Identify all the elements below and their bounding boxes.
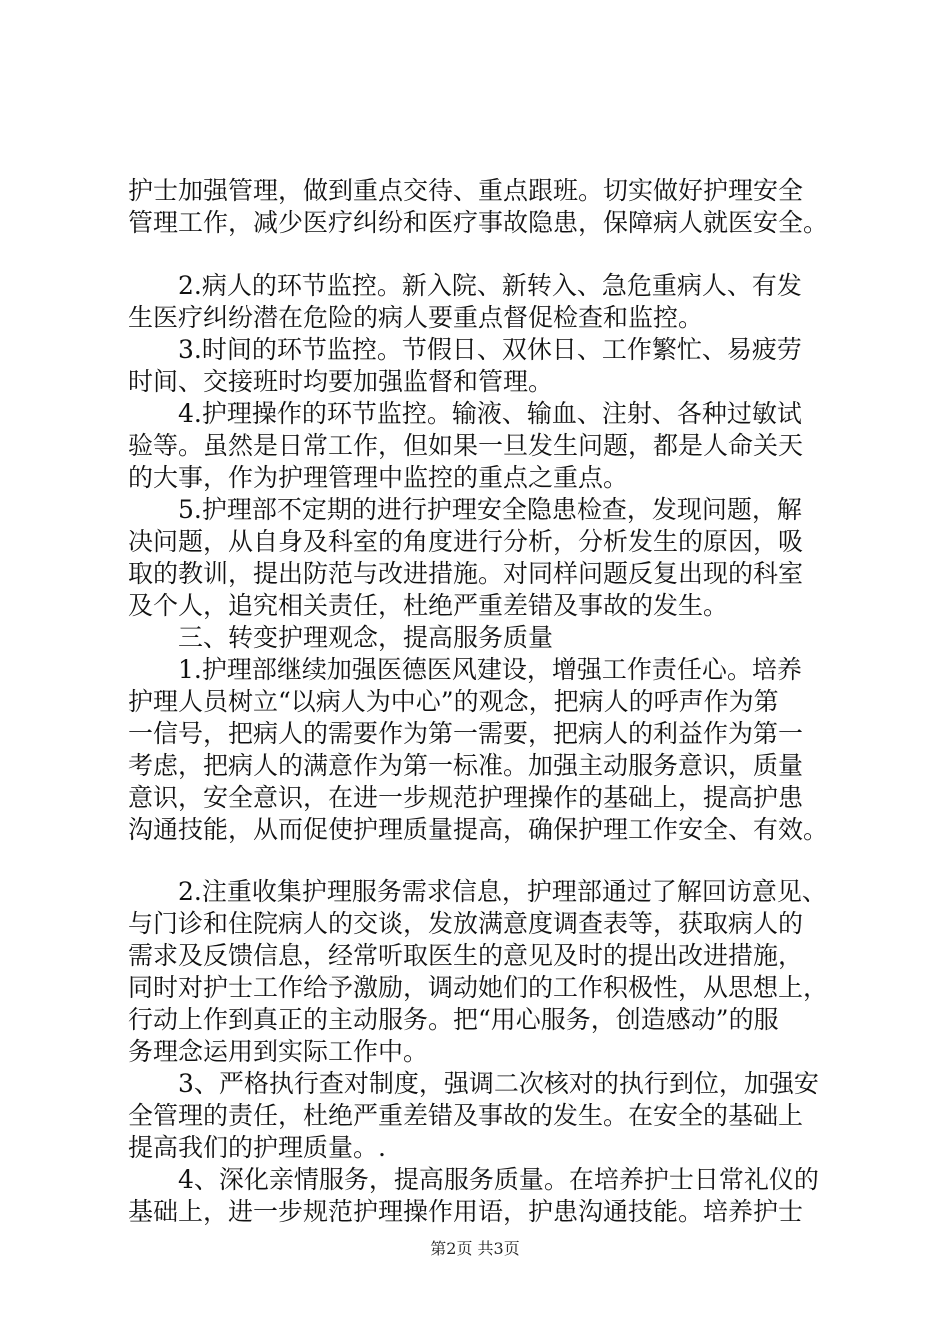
text-line: 沟通技能，从而促使护理质量提高，确保护理工作安全、有效。 (128, 815, 829, 844)
text-line: 4、深化亲情服务，提高服务质量。在培养护士日常礼仪的 (128, 1165, 819, 1194)
text-line: 考虑，把病人的满意作为第一标准。加强主动服务意识，质量 (128, 751, 804, 780)
text-line: 决问题，从自身及科室的角度进行分析，分析发生的原因，吸 (128, 527, 804, 556)
text-line: 3、严格执行查对制度，强调二次核对的执行到位，加强安 (128, 1069, 819, 1098)
text-line: 取的教训，提出防范与改进措施。对同样问题反复出现的科室 (128, 559, 804, 588)
text-line: 一信号，把病人的需要作为第一需要，把病人的利益作为第一 (128, 719, 804, 748)
text-line: 护理人员树立“以病人为中心”的观念，把病人的呼声作为第 (128, 687, 779, 716)
text-line: 验等。虽然是日常工作，但如果一旦发生问题，都是人命关天 (128, 431, 804, 460)
text-line: 及个人，追究相关责任，杜绝严重差错及事故的发生。 (128, 591, 729, 620)
page-footer: 第2页 共3页 (430, 1239, 520, 1258)
text-line: 务理念运用到实际工作中。 (128, 1037, 429, 1066)
text-line: 2.注重收集护理服务需求信息，护理部通过了解回访意见、 (128, 877, 827, 906)
text-line: 提高我们的护理质量。. (128, 1133, 386, 1162)
text-line: 时间、交接班时均要加强监督和管理。 (128, 367, 554, 396)
text-line: 5.护理部不定期的进行护理安全隐患检查，发现问题，解 (128, 495, 802, 524)
text-line: 管理工作，减少医疗纠纷和医疗事故隐患，保障病人就医安全。 (128, 208, 829, 237)
text-line: 的大事，作为护理管理中监控的重点之重点。 (128, 463, 629, 492)
text-line: 生医疗纠纷潜在危险的病人要重点督促检查和监控。 (128, 303, 704, 332)
text-line: 同时对护士工作给予激励，调动她们的工作积极性，从思想上， (128, 973, 829, 1002)
text-line: 基础上，进一步规范护理操作用语，护患沟通技能。培养护士 (128, 1197, 804, 1226)
text-line: 与门诊和住院病人的交谈，发放满意度调查表等，获取病人的 (128, 909, 804, 938)
text-line: 全管理的责任，杜绝严重差错及事故的发生。在安全的基础上 (128, 1101, 804, 1130)
text-line: 4.护理操作的环节监控。输液、输血、注射、各种过敏试 (128, 399, 802, 428)
text-line: 行动上作到真正的主动服务。把“用心服务，创造感动”的服 (128, 1005, 779, 1034)
text-line: 需求及反馈信息，经常听取医生的意见及时的提出改进措施， (128, 941, 804, 970)
text-line: 护士加强管理，做到重点交待、重点跟班。切实做好护理安全 (128, 176, 804, 205)
text-line: 3.时间的环节监控。节假日、双休日、工作繁忙、易疲劳 (128, 335, 802, 364)
text-line: 2.病人的环节监控。新入院、新转入、急危重病人、有发 (128, 271, 802, 300)
text-line: 1.护理部继续加强医德医风建设，增强工作责任心。培养 (128, 655, 802, 684)
text-line: 三、转变护理观念，提高服务质量 (128, 623, 554, 652)
text-line: 意识，安全意识，在进一步规范护理操作的基础上，提高护患 (128, 783, 804, 812)
